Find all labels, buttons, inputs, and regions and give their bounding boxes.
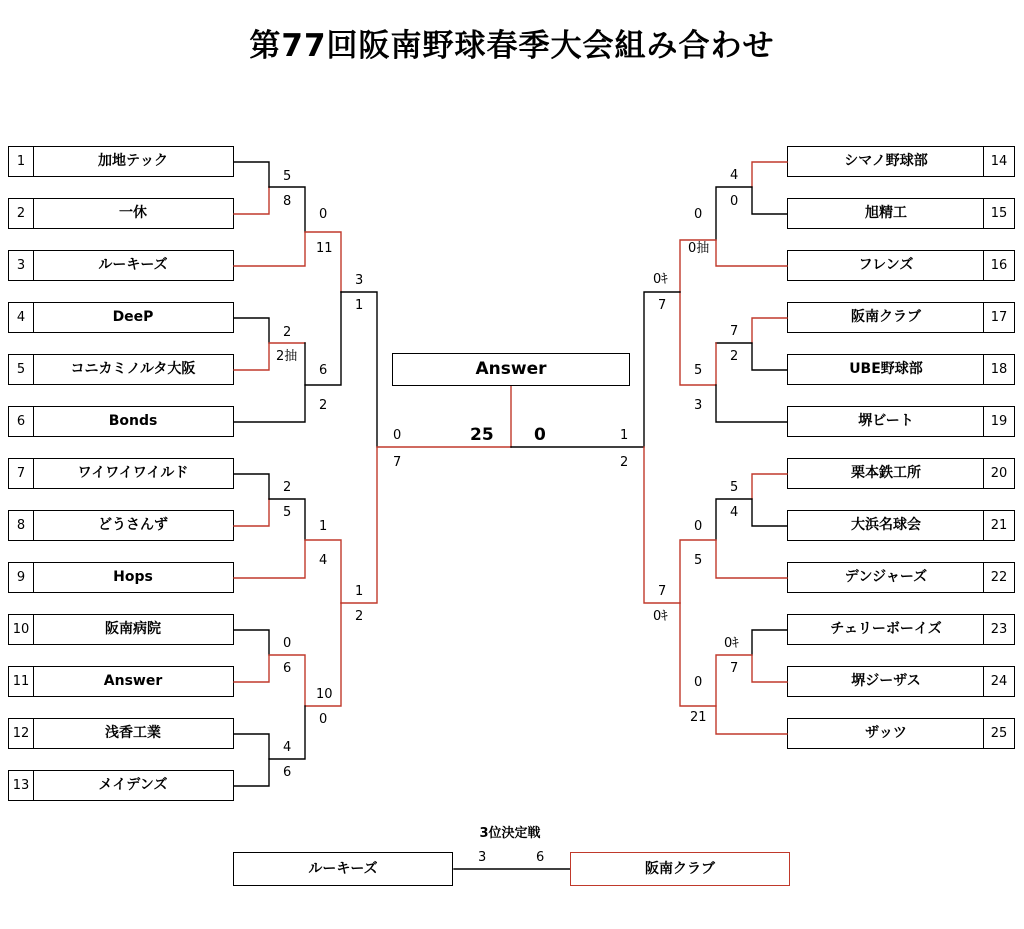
page-title: 第77回阪南野球春季大会組み合わせ bbox=[249, 28, 775, 64]
team-number: 16 bbox=[983, 251, 1014, 280]
score-label: 5 bbox=[694, 363, 703, 378]
team-name: コニカミノルタ大阪 bbox=[70, 361, 196, 377]
team-number: 4 bbox=[9, 303, 34, 332]
score-label: 5 bbox=[283, 505, 292, 520]
score-label: 7 bbox=[658, 298, 667, 313]
score-label: 6 bbox=[283, 661, 292, 676]
team-name: UBE野球部 bbox=[849, 361, 923, 377]
bracket-line bbox=[341, 447, 511, 603]
bracket-line bbox=[234, 474, 269, 499]
champion-box: Answer bbox=[392, 353, 630, 386]
team-name: 浅香工業 bbox=[105, 725, 161, 741]
score-label: 2 bbox=[283, 480, 292, 495]
score-label: 5 bbox=[694, 553, 703, 568]
team-number: 17 bbox=[983, 303, 1014, 332]
score-label: 5 bbox=[730, 480, 739, 495]
team-number: 8 bbox=[9, 511, 34, 540]
score-label: 2 bbox=[283, 325, 292, 340]
bracket-line bbox=[752, 318, 787, 343]
team-name: 一休 bbox=[119, 205, 147, 221]
score-label: 2 bbox=[355, 609, 364, 624]
bracket-line bbox=[680, 540, 787, 603]
score-label: 0 bbox=[319, 207, 328, 222]
third-place-left-team: ルーキーズ bbox=[233, 852, 453, 886]
team-number: 20 bbox=[983, 459, 1014, 488]
team-number: 7 bbox=[9, 459, 34, 488]
team-number: 9 bbox=[9, 563, 34, 592]
score-label: 2 bbox=[319, 398, 328, 413]
score-label: 2 bbox=[730, 349, 739, 364]
team-name: ザッツ bbox=[865, 725, 907, 741]
bracket-line bbox=[234, 759, 269, 786]
score-label: 2 bbox=[620, 455, 629, 470]
bracket-line bbox=[341, 292, 377, 447]
score-label: 7 bbox=[393, 455, 402, 470]
third-place-right-score: 6 bbox=[536, 850, 545, 865]
team-name: ワイワイワイルド bbox=[77, 465, 189, 481]
bracket-line bbox=[234, 706, 305, 759]
score-label: 6 bbox=[283, 765, 292, 780]
team-number: 12 bbox=[9, 719, 34, 748]
team-name: Bonds bbox=[108, 413, 158, 429]
team-number: 2 bbox=[9, 199, 34, 228]
score-label: 1 bbox=[319, 519, 328, 534]
team-name: ルーキーズ bbox=[98, 257, 168, 273]
team-name: どうさんず bbox=[98, 517, 168, 533]
team-number: 14 bbox=[983, 147, 1014, 176]
score-label: 1 bbox=[620, 428, 629, 443]
team-name: Hops bbox=[113, 569, 153, 585]
score-label: 4 bbox=[283, 740, 292, 755]
team-number: 13 bbox=[9, 771, 34, 800]
team-name: Answer bbox=[103, 673, 163, 689]
score-label: 5 bbox=[283, 169, 292, 184]
score-label: 0 bbox=[694, 519, 703, 534]
third-place-title: 3位決定戦 bbox=[479, 826, 541, 841]
score-label: 6 bbox=[319, 363, 328, 378]
team-number: 25 bbox=[983, 719, 1014, 748]
bracket-line bbox=[234, 187, 269, 214]
score-label: 0 bbox=[283, 636, 292, 651]
score-label: 4 bbox=[319, 553, 328, 568]
team-number: 21 bbox=[983, 511, 1014, 540]
score-label: 7 bbox=[730, 661, 739, 676]
team-number: 6 bbox=[9, 407, 34, 436]
team-number: 18 bbox=[983, 355, 1014, 384]
final-score-left: 25 bbox=[470, 425, 494, 445]
bracket-line bbox=[234, 318, 269, 343]
team-number: 10 bbox=[9, 615, 34, 644]
team-name: 大浜名球会 bbox=[851, 517, 921, 533]
score-label: 7 bbox=[730, 324, 739, 339]
team-number: 24 bbox=[983, 667, 1014, 696]
score-label: 7 bbox=[658, 584, 667, 599]
score-label: 0抽 bbox=[688, 241, 710, 256]
third-place-right-team: 阪南クラブ bbox=[570, 852, 790, 886]
score-label: 10 bbox=[316, 687, 333, 702]
score-label: 0 bbox=[319, 712, 328, 727]
score-label: 0 bbox=[694, 207, 703, 222]
third-place-left-score: 3 bbox=[478, 850, 487, 865]
team-name: 栗本鉄工所 bbox=[851, 465, 921, 481]
bracket-line bbox=[752, 474, 787, 499]
bracket-line bbox=[716, 655, 787, 706]
team-name: DeeP bbox=[112, 309, 154, 325]
team-number: 5 bbox=[9, 355, 34, 384]
score-label: 0 bbox=[393, 428, 402, 443]
team-number: 23 bbox=[983, 615, 1014, 644]
score-label: 8 bbox=[283, 194, 292, 209]
team-name: 阪南クラブ bbox=[851, 309, 921, 325]
bracket-line bbox=[234, 540, 341, 603]
team-name: 堺ジーザス bbox=[851, 673, 921, 689]
score-label: 2抽 bbox=[276, 349, 298, 364]
score-label: 21 bbox=[690, 710, 707, 725]
bracket-line bbox=[716, 187, 787, 240]
bracket-line bbox=[752, 630, 787, 655]
team-name: デンジャーズ bbox=[844, 569, 928, 585]
team-name: 阪南病院 bbox=[105, 621, 161, 637]
score-label: 3 bbox=[694, 398, 703, 413]
bracket-line bbox=[234, 162, 269, 187]
score-label: 0ｷ bbox=[653, 272, 668, 287]
score-label: 1 bbox=[355, 584, 364, 599]
bracket-line bbox=[234, 630, 269, 655]
team-name: チェリーボーイズ bbox=[830, 621, 942, 637]
score-label: 0 bbox=[730, 194, 739, 209]
bracket-line bbox=[716, 385, 787, 422]
team-number: 3 bbox=[9, 251, 34, 280]
bracket-line bbox=[716, 499, 787, 540]
score-label: 11 bbox=[316, 241, 333, 256]
team-number: 15 bbox=[983, 199, 1014, 228]
team-name: 堺ビート bbox=[858, 413, 914, 429]
score-label: 0 bbox=[694, 675, 703, 690]
score-label: 4 bbox=[730, 168, 739, 183]
team-number: 11 bbox=[9, 667, 34, 696]
team-name: シマノ野球部 bbox=[844, 153, 928, 169]
score-label: 4 bbox=[730, 505, 739, 520]
bracket-line bbox=[234, 385, 305, 422]
score-label: 1 bbox=[355, 298, 364, 313]
bracket-line bbox=[716, 343, 787, 370]
team-name: 加地テック bbox=[98, 153, 168, 169]
team-name: 旭精工 bbox=[865, 205, 907, 221]
team-name: メイデンズ bbox=[98, 777, 168, 793]
bracket-line bbox=[644, 447, 680, 603]
team-name: フレンズ bbox=[858, 257, 914, 273]
score-label: 3 bbox=[355, 273, 364, 288]
score-label: 0ｷ bbox=[724, 636, 739, 651]
team-number: 19 bbox=[983, 407, 1014, 436]
bracket-line bbox=[234, 499, 269, 526]
team-number: 1 bbox=[9, 147, 34, 176]
score-label: 0ｷ bbox=[653, 609, 668, 624]
team-number: 22 bbox=[983, 563, 1014, 592]
final-score-right: 0 bbox=[534, 425, 546, 445]
bracket-line bbox=[752, 162, 787, 187]
